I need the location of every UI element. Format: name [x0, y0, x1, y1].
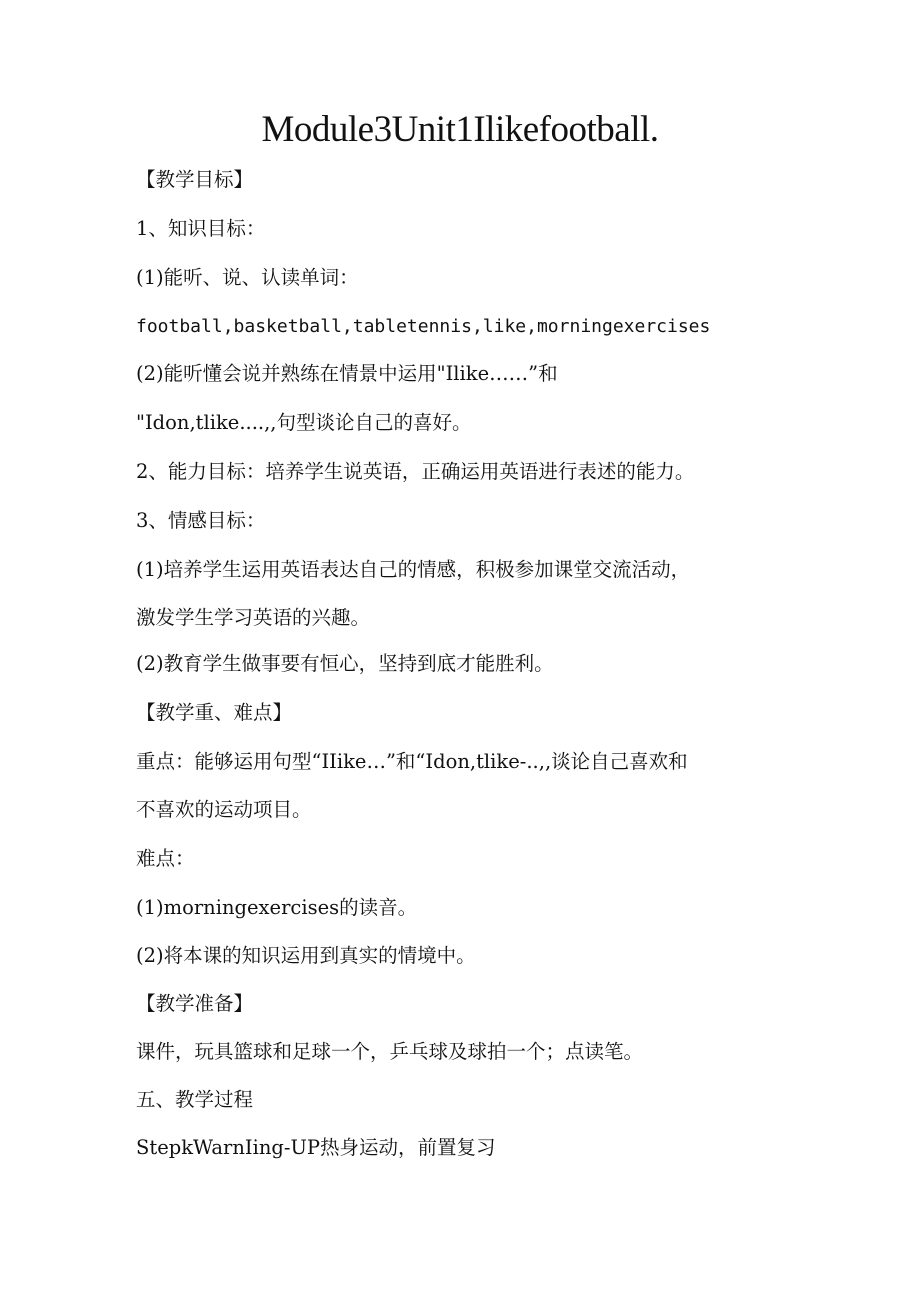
key-point: 重点：能够运用句型“IIike…”和“Idon,tlike-..,,谈论自己喜欢和 [136, 750, 688, 773]
section-heading-objectives: 【教学目标】 [136, 168, 254, 191]
document-title: Module3Unit1Ilikefootball. [261, 109, 659, 150]
knowledge-objective: 1、知识目标： [136, 217, 266, 240]
emotional-objective: 3、情感目标： [136, 509, 266, 532]
emotional-item-2: (2)教育学生做事要有恒心，坚持到底才能胜利。 [136, 652, 554, 675]
section-heading-key-points: 【教学重、难点】 [136, 701, 293, 724]
key-point-continued: 不喜欢的运动项目。 [136, 798, 312, 821]
ability-objective: 2、能力目标：培养学生说英语，正确运用英语进行表述的能力。 [136, 460, 695, 483]
vocabulary-list: football,basketball,tabletennis,like,morningexercises [136, 316, 711, 337]
step-1-warm-up: StepkWarnIing-UP热身运动，前置复习 [136, 1136, 496, 1159]
objective-item-2-continued: "Idon,tlike....,,句型谈论自己的喜好。 [136, 411, 472, 434]
objective-item-2: (2)能听懂会说并熟练在情景中运用"Ilike……”和 [136, 362, 558, 385]
difficulty-heading: 难点： [136, 847, 195, 870]
difficulty-item-1: (1)morningexercises的读音。 [136, 896, 418, 919]
preparation-text: 课件，玩具篮球和足球一个，乒乓球及球拍一个；点读笔。 [136, 1040, 644, 1063]
difficulty-item-2: (2)将本课的知识运用到真实的情境中。 [136, 944, 476, 967]
emotional-item-1-continued: 激发学生学习英语的兴趣。 [136, 606, 371, 629]
emotional-item-1: (1)培养学生运用英语表达自己的情感，积极参加课堂交流活动， [136, 558, 691, 581]
objective-item-1: (1)能听、说、认读单词： [136, 266, 359, 289]
section-heading-preparation: 【教学准备】 [136, 992, 254, 1015]
section-heading-process: 五、教学过程 [136, 1088, 254, 1111]
